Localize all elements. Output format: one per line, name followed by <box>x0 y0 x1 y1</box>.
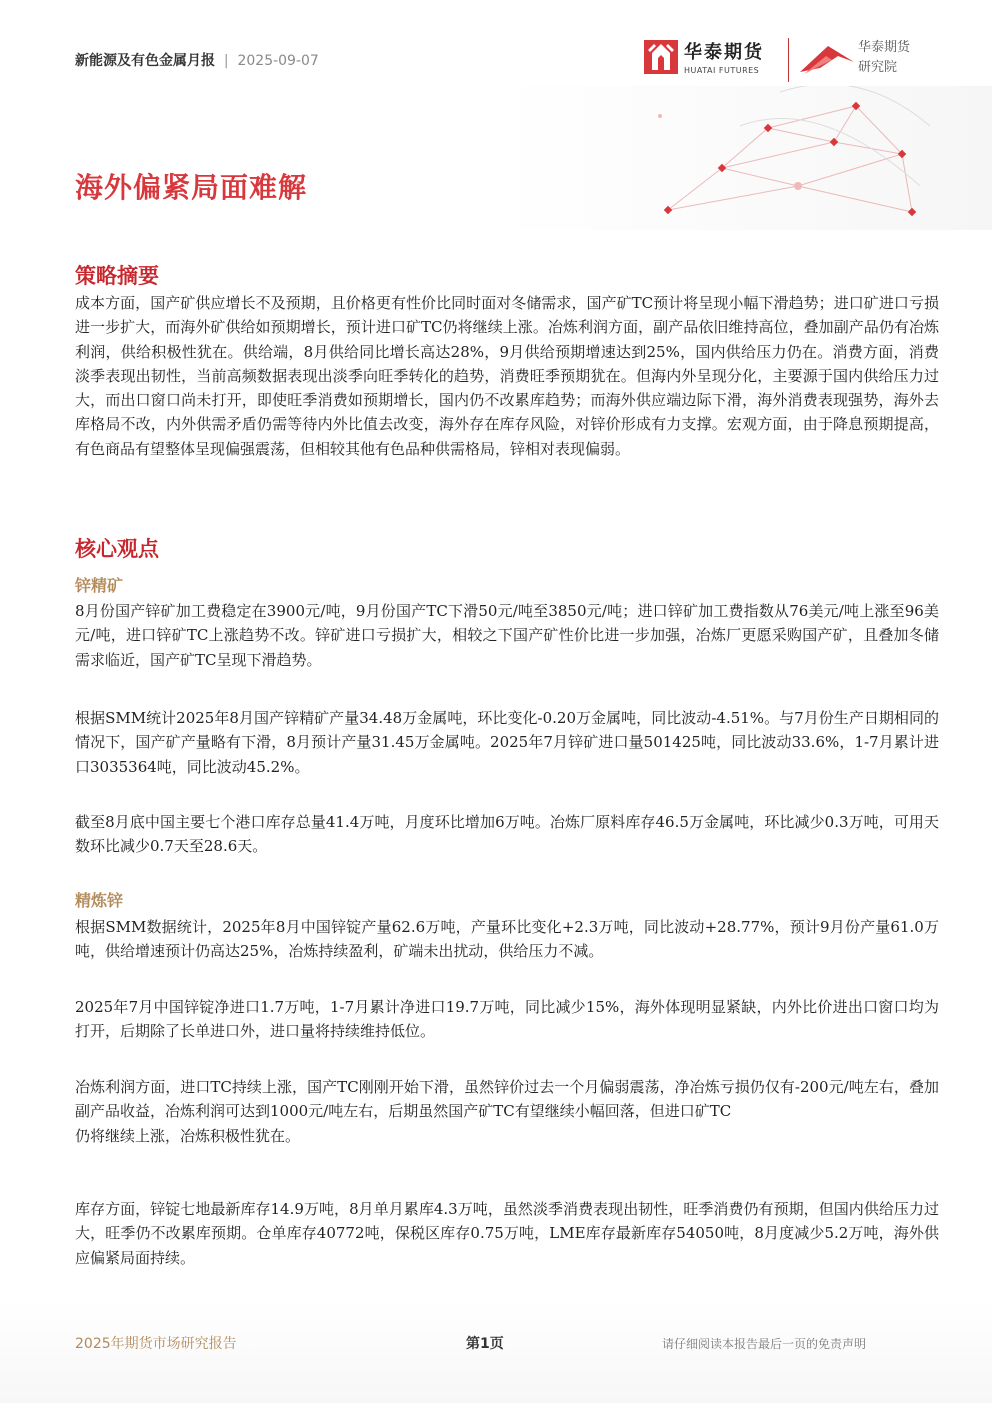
footer-report-title: 2025年期货市场研究报告 <box>75 1336 237 1352</box>
brand-name-en: HUATAI FUTURES <box>684 66 760 75</box>
core-heading: 核心观点 <box>75 537 159 561</box>
refined-zinc-paragraph-1: 根据SMM数据统计，2025年8月中国锌锭产量62.6万吨，产量环比变化+2.3万吨，同比波动+28.77%，预计9月份产量61.0万吨，供给增速预计仍高达25%，冶炼持续盈利，矿端未出扰动，供给压力不减。 <box>75 918 939 961</box>
zinc-ore-paragraph-3: 截至8月底中国主要七个港口库存总量41.4万吨，月度环比增加6万吨。冶炼厂原料库存46.5万金属吨，环比减少0.3万吨，可用天数环比减少0.7天至28.6天。 <box>75 813 939 856</box>
company-logo <box>644 38 924 82</box>
brand-name-cn: 华泰期货 <box>684 42 764 63</box>
zinc-ore-paragraph-1: 8月份国产锌矿加工费稳定在3900元/吨，9月份国产TC下滑50元/吨至3850元/吨；进口锌矿加工费指数从76美元/吨上涨至96美元/吨，进口锌矿TC上涨趋势不改。锌矿进口亏损扩大，相较之下国产矿性价比进一步加强，冶炼厂更愿采购国产矿，且叠加冬储需求临近，国产矿TC呈现下滑趋势。 <box>75 602 939 669</box>
report-name: 新能源及有色金属月报 <box>75 53 215 69</box>
report-header-info <box>75 50 319 70</box>
huatai-logo-icon <box>644 40 678 74</box>
institute-line-2: 研究院 <box>858 60 898 75</box>
report-date: 2025-09-07 <box>237 53 319 69</box>
strategy-heading: 策略摘要 <box>75 264 159 288</box>
institute-name <box>858 38 910 78</box>
refined-zinc-heading: 精炼锌 <box>75 891 124 910</box>
page-number: 第1页 <box>466 1336 504 1352</box>
refined-zinc-paragraph-3 <box>75 1075 939 1148</box>
banner-title: 海外偏紧局面难解 <box>75 171 308 204</box>
refined-zinc-paragraph-2: 2025年7月中国锌锭净进口1.7万吨，1-7月累计净进口19.7万吨，同比减少15%，海外体现明显紧缺，内外比价进出口窗口均为打开，后期除了长单进口外，进口量将持续维持低位。 <box>75 998 939 1041</box>
network-graphic <box>620 86 930 230</box>
brand-text <box>684 38 764 75</box>
refined-zinc-paragraph-3b: 仍将继续上涨，冶炼积极性犹在。 <box>75 1126 301 1145</box>
refined-zinc-paragraph-3a: 冶炼利润方面，进口TC持续上涨，国产TC刚刚开始下滑，虽然锌价过去一个月偏弱震荡，净冶炼亏损仍仅有-200元/吨左右，叠加副产品收益，冶炼利润可达到1000元/吨左右，后期虽然国产矿TC有望继续小幅回落，但进口矿TC <box>75 1078 939 1121</box>
institute-line-1: 华泰期货 <box>858 40 911 55</box>
refined-zinc-paragraph-4: 库存方面，锌锭七地最新库存14.9万吨，8月单月累库4.3万吨，虽然淡季消费表现出韧性，旺季消费仍有预期，但国内供给压力过大，旺季仍不改累库预期。仓单库存40772吨，保税区库存0.75万吨，LME库存最新库存54050吨，8月度减少5.2万吨，海外供应偏紧局面持续。 <box>75 1200 939 1267</box>
strategy-text: 成本方面，国产矿供应增长不及预期，且价格更有性价比同时面对冬储需求，国产矿TC预计将呈现小幅下滑趋势；进口矿进口亏损进一步扩大，而海外矿供给如预期增长，预计进口矿TC仍将继续上涨。冶炼利润方面，副产品依旧维持高位，叠加副产品仍有冶炼利润，供给积极性犹在。供给端，8月供给同比增长高达28%，9月供给预期增速达到25%，国内供给压力仍在。消费方面，消费淡季表现出韧性，当前高频数据表现出淡季向旺季转化的趋势，消费旺季预期犹在。但海内外呈现分化，主要源于国内供给压力过大，而出口窗口尚未打开，即使旺季消费如预期增长，国内仍不改累库趋势；而海外供应端边际下滑，海外消费表现强势，海外去库格局不改，内外供需矛盾仍需等待内外比值去改变，海外存在库存风险，对锌价形成有力支撑。宏观方面，由于降息预期提高，有色商品有望整体呈现偏强震荡，但相较其他有色品种供需格局，锌相对表现偏弱。 <box>75 294 939 458</box>
zinc-ore-paragraph-2: 根据SMM统计2025年8月国产锌精矿产量34.48万金属吨，环比变化-0.20万金属吨，同比波动-4.51%。与7月份生产日期相同的情况下，国产矿产量略有下滑，8月预计产量31.45万金属吨。2025年7月锌矿进口量501425吨，同比波动33.6%，1-7月累计进口3035364吨，同比波动45.2%。 <box>75 709 939 776</box>
zinc-ore-heading: 锌精矿 <box>75 576 124 595</box>
disclaimer-note: 请仔细阅读本报告最后一页的免责声明 <box>662 1337 867 1351</box>
logo-divider <box>788 38 789 82</box>
header-separator: | <box>223 53 229 69</box>
institute-logo-icon <box>798 42 856 76</box>
